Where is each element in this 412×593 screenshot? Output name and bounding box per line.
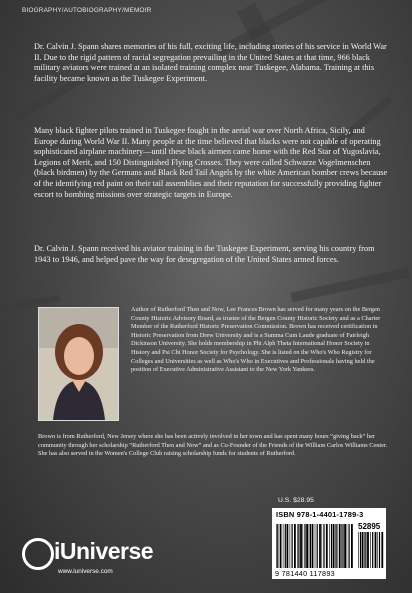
barcode-panel: [272, 508, 386, 579]
barcode-addon-digits: 52895: [358, 522, 381, 531]
summary-paragraph-2: Many black fighter pilots trained in Tuskegee fought in the aerial war over North Africa, Sicily, and Europe during World War II. Many people at the time believed that blacks were not capable of operating sophisticated airplane machinery—until these black airmen came home with the Red Star of Yugoslavia, Legions of Merit, and 150 Distinguished Flying Crosses. They were called Schwarze Vogelmenschen (black birdmen) by the Germans and Black Red Tail Angels by the white American bomber crews because of the identifying red paint on their tail assemblies and their reputation for successfully providing fighter escort to bombing missions over strategic targets in Europe.: [34, 126, 388, 199]
background-plane-bottom-right: [290, 268, 409, 303]
summary-paragraph-1: Dr. Calvin J. Spann shares memories of his full, exciting life, including stories of his service in World War II. Due to the rigid pattern of racial segregation prevailing in the United States at that time, 966 black military aviators were trained at an isolated training complex near Tuskegee, Alabama. Training at this facility became known as the Tuskegee Experiment.: [34, 42, 387, 83]
ean-barcode: [276, 524, 354, 568]
summary-paragraph-3: Dr. Calvin J. Spann received his aviator training in the Tuskegee Experiment, serving his country from 1943 to 1946, and helped pave the way for desegregation of the United States armed forces.: [34, 244, 375, 264]
publisher-name: iUniverse: [54, 538, 154, 564]
publisher-url: www.iuniverse.com: [58, 568, 113, 575]
iuniverse-logo-icon: [22, 538, 54, 570]
publisher-logo: [18, 528, 168, 578]
author-bio-continued: Brown is from Rutherford, New Jersey where she has been actively involved in her town and has spent many hours “giving back” her community through her scholarship “Rutherford Then and Now” and as Co-Founder of the Friends of the William Carlos Williams Center. She has also served in the Women's College Club raising scholarship funds for students of Rutherford.: [38, 433, 388, 458]
author-portrait-image: [39, 308, 118, 420]
price-label: U.S. $28.95: [278, 497, 314, 504]
addon-barcode: [358, 532, 384, 568]
ean-digits: 9 781440 117893: [275, 569, 335, 578]
category-label: BIOGRAPHY/AUTOBIOGRAPHY/MEMOIR: [22, 7, 152, 14]
author-bio: Author of Rutherford Then and Now, Lee Frances Brown has served for many years on the Bergen County Historic Advisory Board, as trustee of the Bergen County Historic Society and as a Charter Member of the Rutherford Historic Preservation Commission. Brown has received certification in Historic Preservation from Drew University and is a Summa Cum Laude graduate of Fairleigh Dickinson University. She holds membership in Phi Alph Theta International Honor Society in History and Psi Chi Honor Society for Psychology. She is listed on the Who's Who Registry for Colleges and Universities as well as Who's Who in Executives and Professionals having held the position of Executive Administrative Assistant to the New York Yankees.: [131, 306, 381, 374]
author-photo: [38, 307, 119, 421]
isbn-text: ISBN 978-1-4401-1789-3: [276, 510, 364, 519]
